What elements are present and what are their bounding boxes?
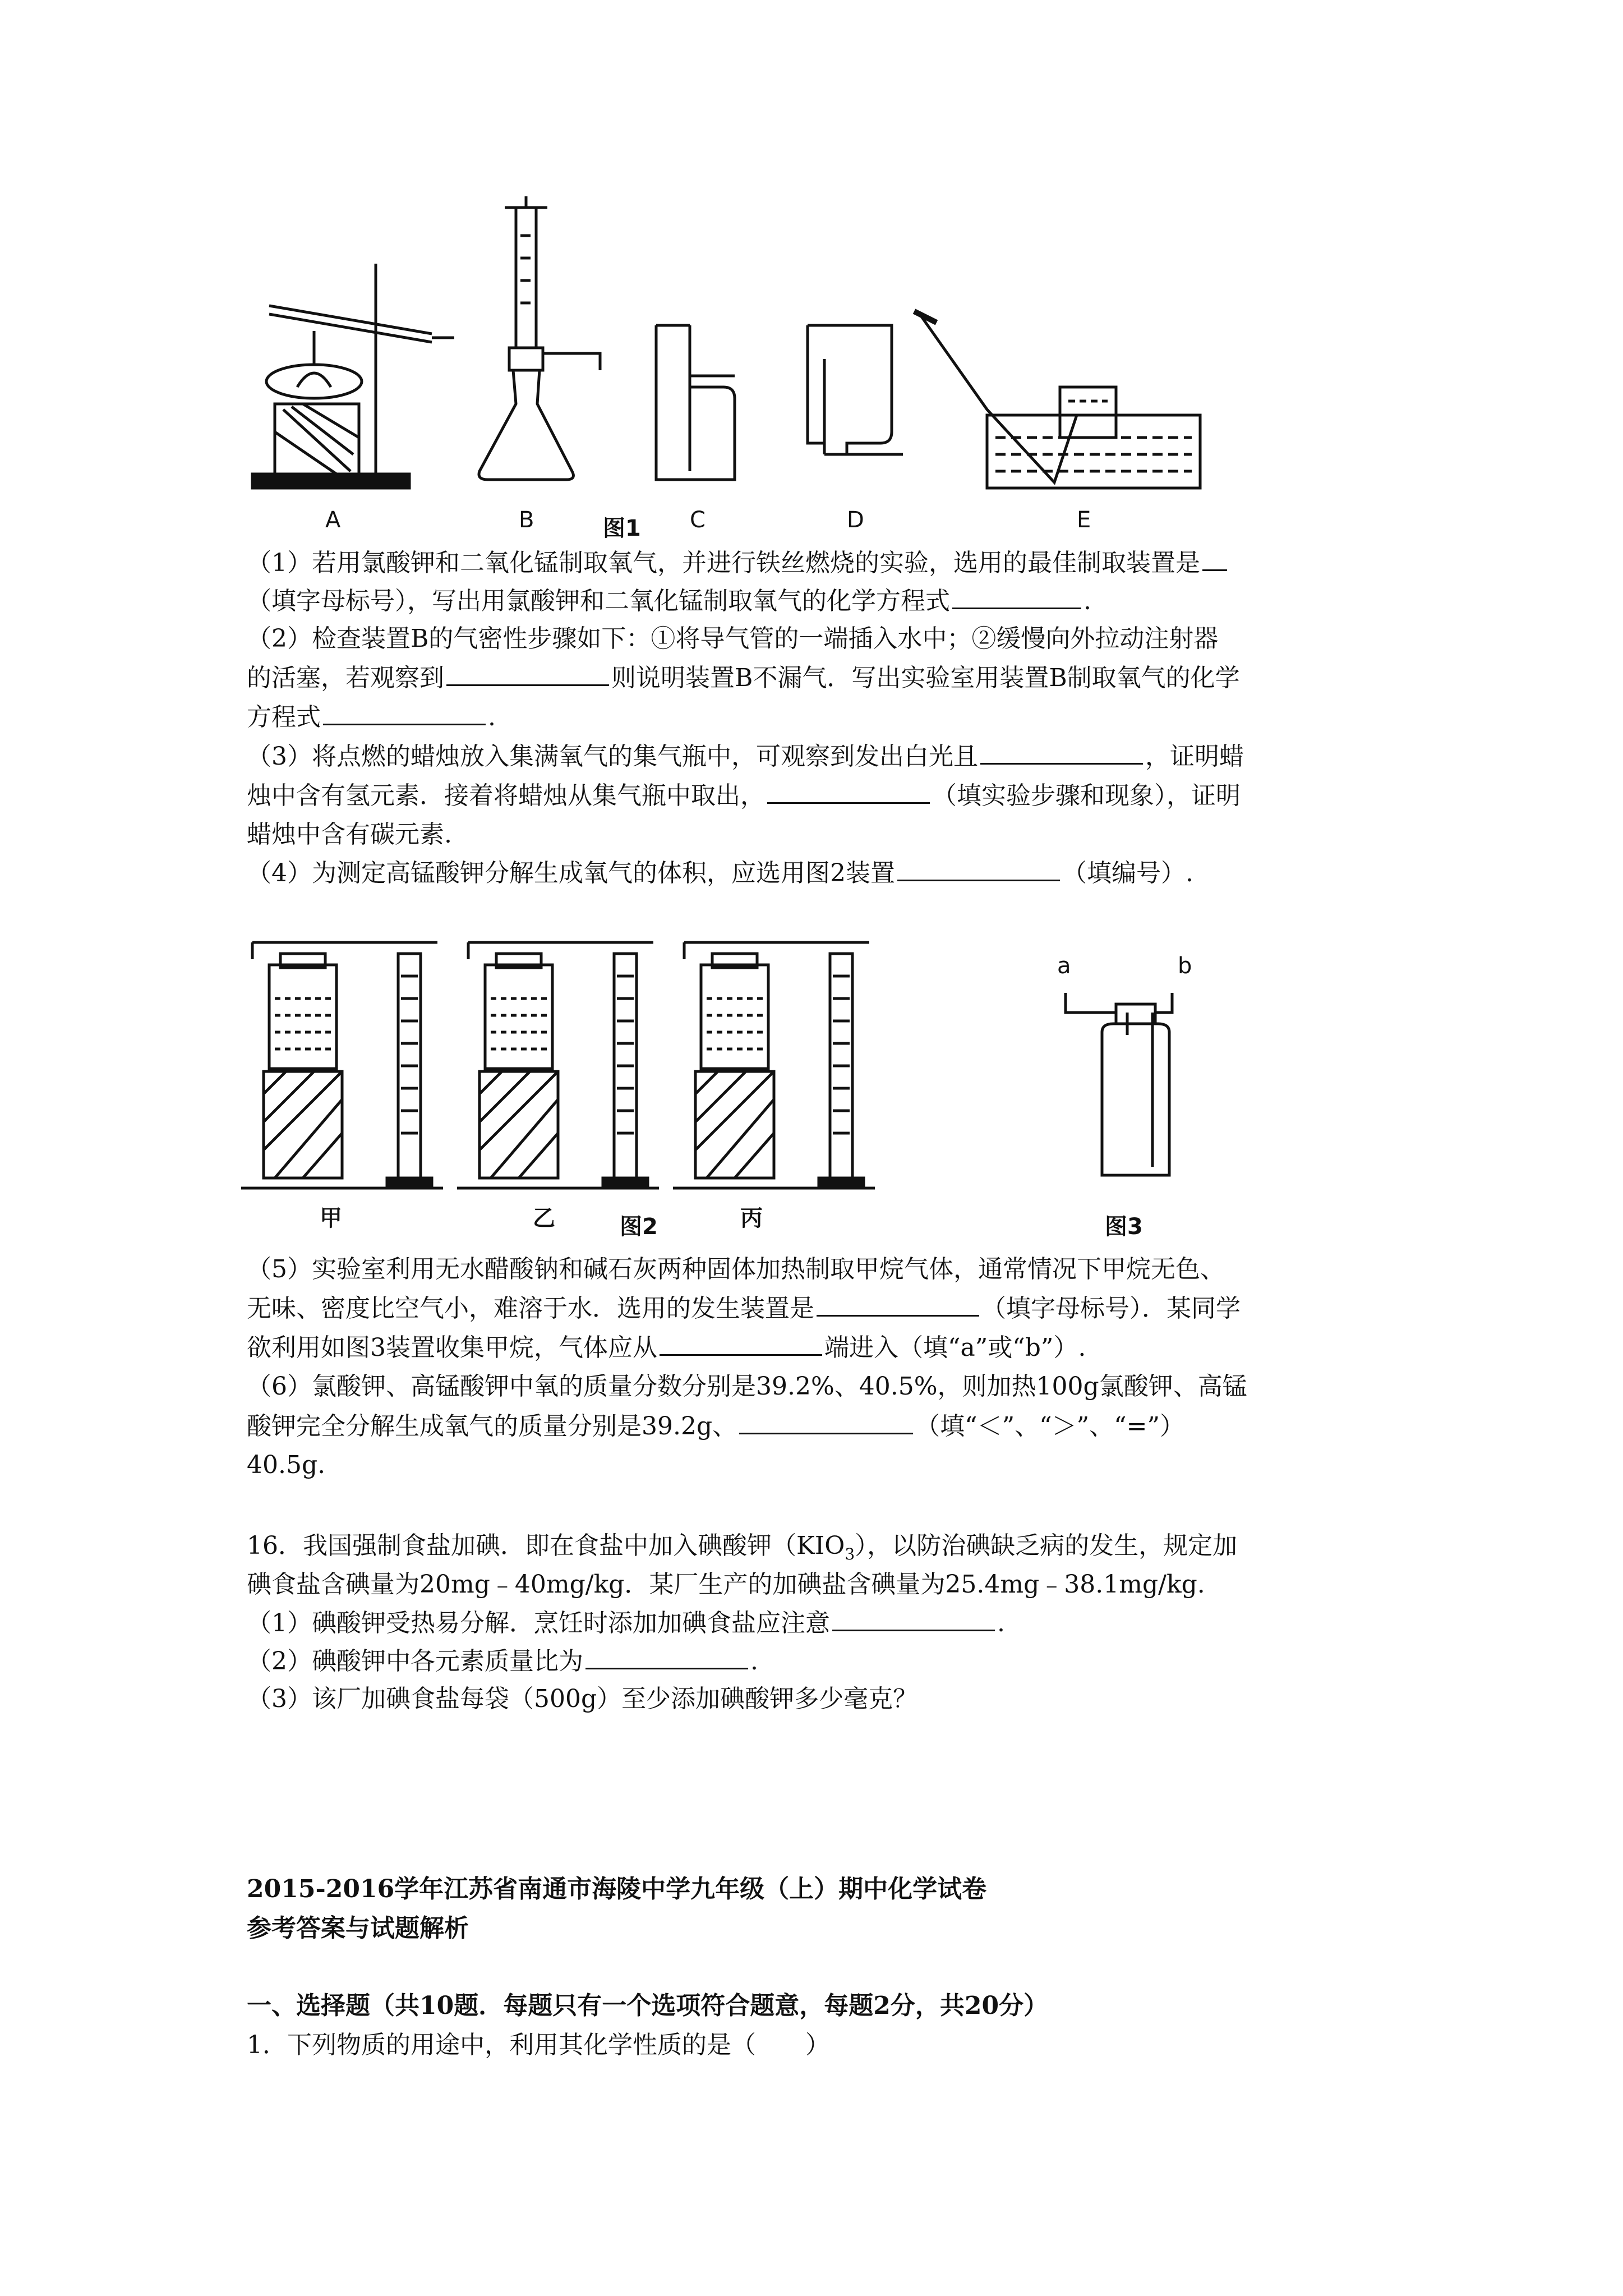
q16-part2: （2）碘酸钾中各元素质量比为 . (247, 1645, 758, 1677)
section-heading: 一、选择题（共10题．每题只有一个选项符合题意，每题2分，共20分） (247, 1991, 1049, 2020)
q15-part2-line2: 的活塞，若观察到 则说明装置B不漏气．写出实验室用装置B制取氧气的化学 (247, 662, 1240, 694)
answer-blank[interactable] (767, 780, 930, 804)
q16-line1: 16．我国强制食盐加碘．即在食盐中加入碘酸钾$(KIO_3)$，以防治碘缺乏病的发生，规定加 (247, 1531, 1238, 1563)
answer-blank[interactable] (897, 857, 1060, 881)
answer-blank[interactable] (980, 740, 1143, 765)
q15-part6-line3: 40.5g. (247, 1451, 326, 1479)
answer-blank[interactable] (660, 1332, 822, 1356)
fig3-label-a: a (1057, 953, 1071, 979)
answer-blank[interactable] (446, 662, 609, 686)
fig1-label-c: C (690, 507, 706, 533)
q15-part3-line3: 蜡烛中含有碳元素. (247, 820, 452, 849)
q15-part2-line1: （2）检查装置B的气密性步骤如下：①将导气管的一端插入水中；②缓慢向外拉动注射器 (247, 624, 1219, 653)
figure-2-3-apparatus (241, 920, 1419, 1245)
answer-blank[interactable] (952, 585, 1081, 609)
fig1-label-a: A (325, 507, 341, 533)
q15-part5-line3: 欲利用如图3装置收集甲烷，气体应从 端进入（填“a”或“b”）. (247, 1332, 1086, 1364)
fig2-label-yi: 乙 (533, 1205, 555, 1231)
question-1: 1．下列物质的用途中，利用其化学性质的是（ ） (247, 2031, 830, 2059)
fig2-label-jia: 甲 (320, 1205, 342, 1231)
q15-part1-line2: （填字母标号），写出用氯酸钾和二氧化锰制取氧气的化学方程式 . (247, 585, 1091, 617)
answer-blank[interactable] (1202, 547, 1227, 571)
answer-subtitle: 参考答案与试题解析 (247, 1914, 469, 1943)
fig1-caption: 图1 (603, 516, 641, 541)
fig2-caption: 图2 (620, 1214, 658, 1240)
fig1-label-b: B (519, 507, 534, 533)
q15-part6-line1: （6）氯酸钾、高锰酸钾中氧的质量分数分别是39.2%、40.5%，则加热100g氯酸钾、高锰 (247, 1372, 1247, 1401)
fig3-caption: 图3 (1105, 1214, 1143, 1240)
q15-part3-line2: 烛中含有氢元素．接着将蜡烛从集气瓶中取出， （填实验步骤和现象），证明 (247, 780, 1241, 812)
answer-blank[interactable] (739, 1410, 913, 1434)
answer-blank[interactable] (585, 1645, 748, 1669)
answer-blank[interactable] (832, 1607, 995, 1631)
q15-part4: （4）为测定高锰酸钾分解生成氧气的体积，应选用图2装置 （填编号）. (247, 857, 1193, 889)
q15-part3-line1: （3）将点燃的蜡烛放入集满氧气的集气瓶中，可观察到发出白光且 ，证明蜡 (247, 740, 1244, 772)
q16-part3: （3）该厂加碘食盐每袋（500g）至少添加碘酸钾多少毫克？ (247, 1685, 918, 1713)
figure-1-apparatus (241, 191, 1408, 550)
fig1-label-d: D (847, 507, 864, 533)
q16-part1: （1）碘酸钾受热易分解．烹饪时添加加碘食盐应注意 . (247, 1607, 1005, 1639)
fig1-label-e: E (1077, 507, 1091, 533)
q15-part1-line1: （1）若用氯酸钾和二氧化锰制取氧气，并进行铁丝燃烧的实验，选用的最佳制取装置是 (247, 547, 1229, 579)
answer-blank[interactable] (817, 1292, 979, 1317)
fig2-label-bing: 丙 (740, 1205, 763, 1231)
answer-title: 2015-2016学年江苏省南通市海陵中学九年级（上）期中化学试卷 (247, 1875, 987, 1903)
answer-blank[interactable] (323, 701, 486, 725)
q15-part5-line2: 无味、密度比空气小，难溶于水．选用的发生装置是 （填字母标号）．某同学 (247, 1292, 1241, 1324)
q15-part6-line2: 酸钾完全分解生成氧气的质量分别是39.2g、 （填“＜”、“＞”、“=”） (247, 1410, 1184, 1442)
q15-part2-line3: 方程式 . (247, 701, 496, 733)
q16-line2: 碘食盐含碘量为20mg﹣40mg/kg．某厂生产的加碘盐含碘量为25.4mg﹣38.1mg/kg. (247, 1570, 1205, 1599)
fig3-label-b: b (1178, 953, 1192, 979)
q15-part5-line1: （5）实验室利用无水醋酸钠和碱石灰两种固体加热制取甲烷气体，通常情况下甲烷无色、 (247, 1255, 1225, 1283)
